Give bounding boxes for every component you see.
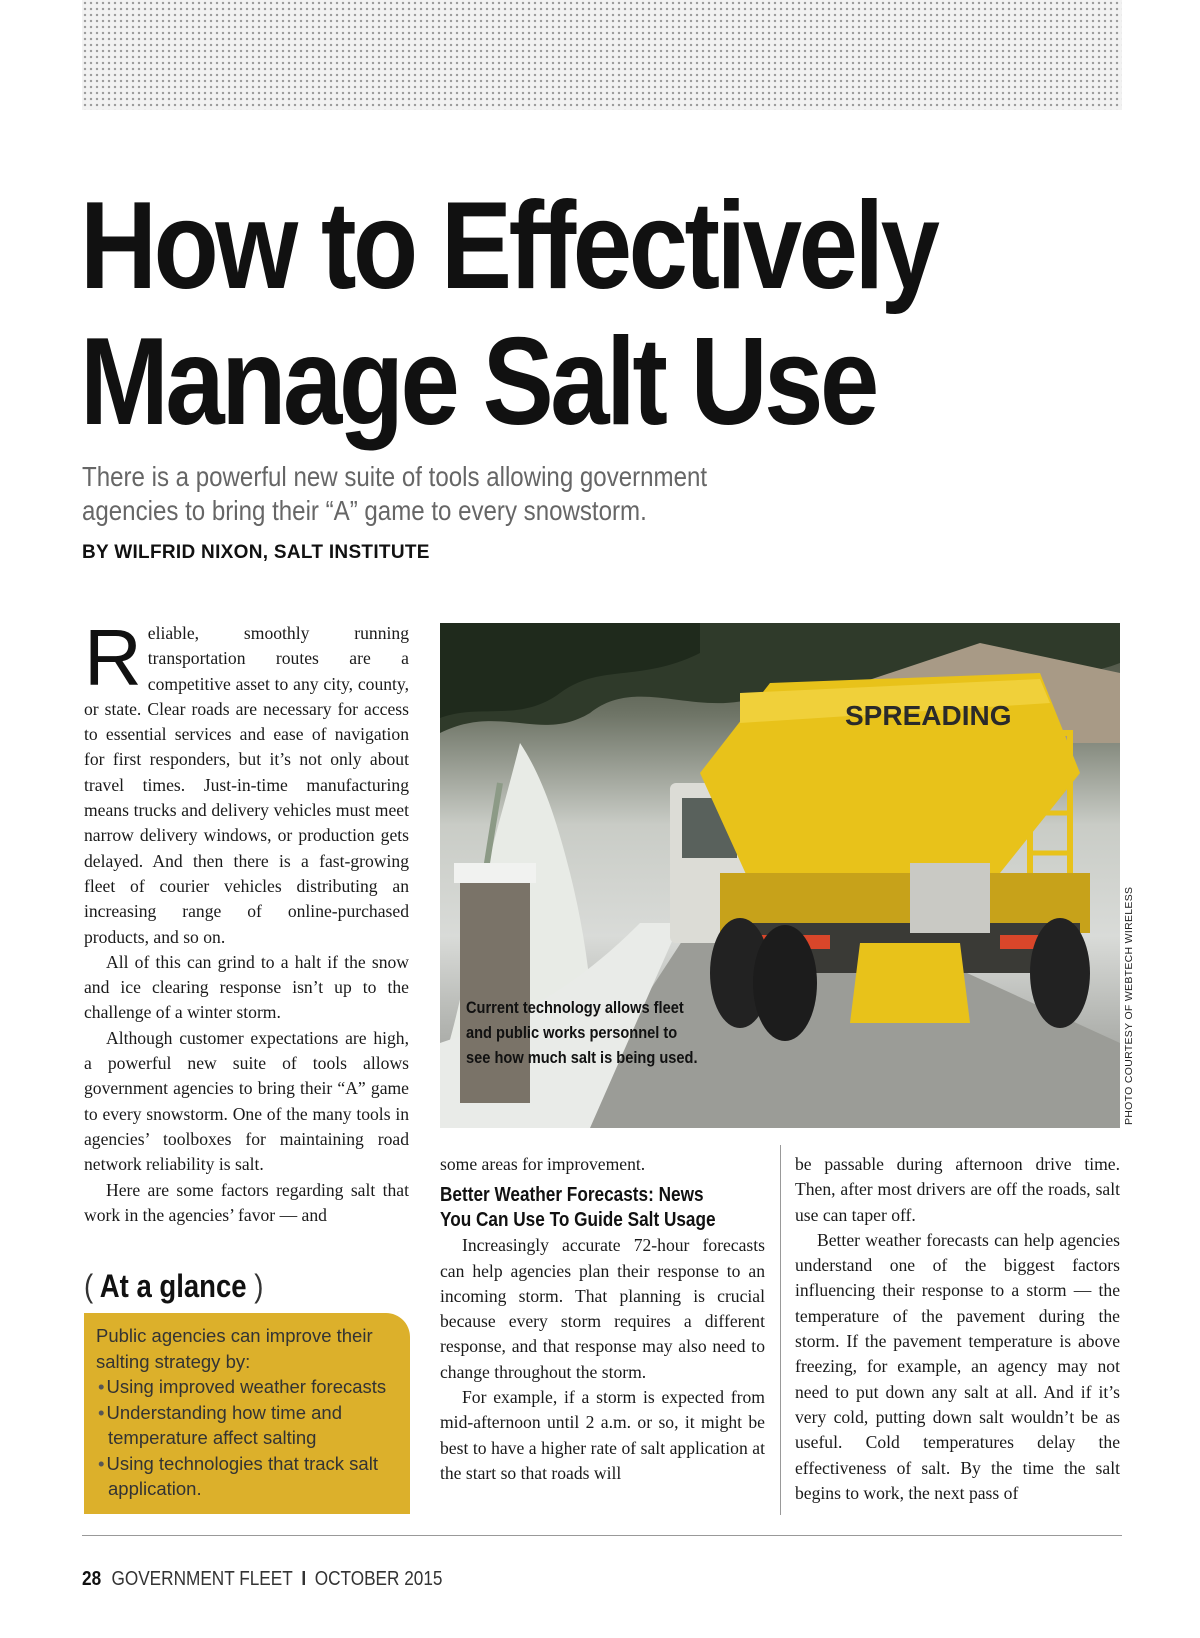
snowplow-photo: [440, 623, 1120, 1128]
page-footer: [82, 1568, 443, 1591]
headline-line-1: How to Effectively: [80, 177, 937, 315]
truck-spreading-text: SPREADING: [845, 700, 1012, 731]
column-divider: [780, 1145, 781, 1515]
caption-line-1: Current technology allows fleet: [466, 998, 684, 1017]
glance-item: • Using improved weather forecasts: [96, 1374, 396, 1400]
page-number: 28: [82, 1568, 102, 1590]
article-column-2: [440, 1152, 765, 1486]
headline-line-2: Manage Salt Use: [80, 313, 876, 451]
paragraph-2: All of this can grind to a halt if the snow and ice clearing response isn’t up to the challenge of a winter storm.: [84, 951, 409, 1023]
article-deck: [82, 460, 736, 528]
article-column-1: [84, 613, 409, 1228]
deck-line-1: There is a powerful new suite of tools allowing government: [82, 461, 708, 492]
decorative-dot-pattern: [82, 0, 1122, 110]
subhead-line-1: Better Weather Forecasts: News: [440, 1184, 704, 1207]
article-column-3: [795, 1152, 1120, 1506]
at-a-glance-box: [84, 1313, 410, 1514]
photo-caption: [466, 995, 698, 1070]
bracket-close: ): [254, 1268, 264, 1304]
column-3-continuation: be passable during afternoon drive time. Then, after most drivers are off the roads, salt use can taper off.: [795, 1154, 1120, 1225]
paragraph-3: Although customer expectations are high, a powerful new suite of tools allows government agencies to bring their “A” game to every snowstorm. One of the many tools in agencies’ toolboxes for maintaining road network reliability is salt.: [84, 1027, 409, 1175]
caption-line-2: and public works personnel to: [466, 1023, 678, 1042]
paragraph-7: Better weather forecasts can help agencies understand one of the biggest factors influencing their response to a storm — the temperature of the pavement during the storm. If the pavement temperature is above freezing, for example, an agency may not need to put down any salt at all. And if it’s very cold, putting down salt wouldn’t be as useful. Cold temperatures delay the effectiveness of salt. By the time the salt begins to work, the next pass of: [795, 1229, 1120, 1503]
section-subhead: [440, 1183, 767, 1233]
photo-credit: PHOTO COURTESY OF WEBTECH WIRELESS: [1123, 886, 1135, 1125]
column-2-continuation: some areas for improvement.: [440, 1154, 646, 1174]
drop-cap: R: [84, 613, 142, 702]
paragraph-1-text: eliable, smoothly running transportation routes are a competitive asset to any city, county, or state. Clear roads are necessary for access to essential services and ease of navigation for first responders, but it’s not only about travel times. Just-in-time manufacturing means trucks and delivery vehicles must meet narrow delivery windows, or production gets delayed. And then there is a fast-growing fleet of courier vehicles distributing an increasing range of online-purchased products, and so on.: [84, 623, 409, 947]
at-a-glance-title: [84, 1268, 263, 1305]
subhead-line-2: You Can Use To Guide Salt Usage: [440, 1209, 716, 1232]
footer-divider: [82, 1535, 1122, 1536]
paragraph-4: Here are some factors regarding salt that work in the agencies’ favor — and: [84, 1179, 409, 1225]
paragraph-5: Increasingly accurate 72-hour forecasts can help agencies plan their response to an incoming storm. That planning is crucial because every storm requires a different response, and that response may also need to change throughout the storm.: [440, 1235, 765, 1382]
glance-list: [96, 1374, 396, 1502]
glance-intro: Public agencies can improve their salting strategy by:: [96, 1325, 373, 1372]
deck-line-2: agencies to bring their “A” game to every snowstorm.: [82, 495, 647, 526]
paragraph-1: [84, 613, 409, 950]
byline: BY WILFRID NIXON, SALT INSTITUTE: [82, 542, 430, 563]
glance-item: • Understanding how time and temperature affect salting: [96, 1400, 396, 1451]
bracket-open: (: [84, 1268, 94, 1304]
glance-heading: At a glance: [99, 1268, 247, 1304]
paragraph-6: For example, if a storm is expected from mid-afternoon until 2 a.m. or so, it might be best to have a higher rate of salt application at the start so that roads will: [440, 1387, 765, 1483]
footer-separator: I: [301, 1568, 307, 1590]
article-headline: [80, 178, 937, 450]
glance-item: • Using technologies that track salt application.: [96, 1451, 396, 1502]
caption-line-3: see how much salt is being used.: [466, 1048, 698, 1067]
issue-date: OCTOBER 2015: [314, 1568, 443, 1590]
publication-name: GOVERNMENT FLEET: [111, 1568, 293, 1590]
